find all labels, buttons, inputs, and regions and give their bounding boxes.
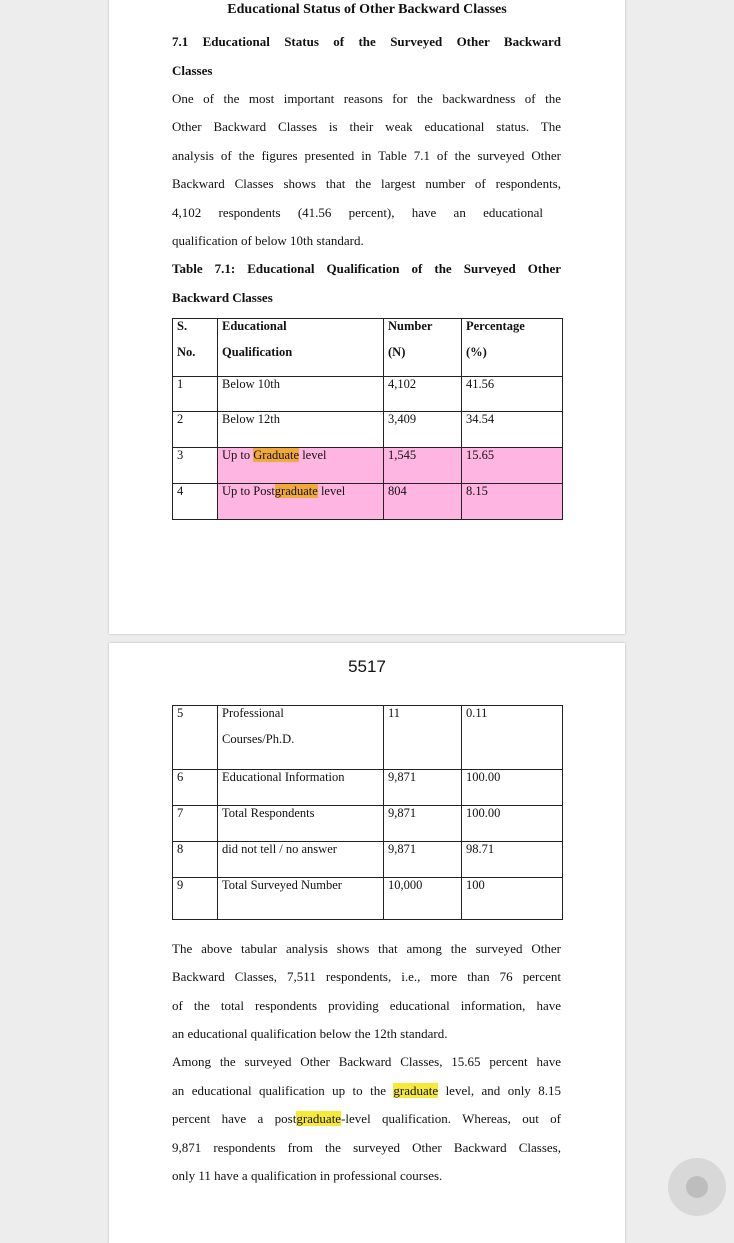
section-heading-line-2: Classes [172, 63, 213, 78]
paragraph-line: only 11 have a qualification in professional courses. [172, 1168, 443, 1183]
paragraph-line: of the total respondents providing educational information, have [172, 998, 561, 1013]
qualification-table-part-2 [172, 705, 563, 920]
highlight-mark: Graduate [253, 448, 300, 462]
paragraph-line: an educational qualification below the 12th standard. [172, 1026, 448, 1041]
header-qualification: Educational Qualification [218, 319, 384, 377]
paragraph-line: 9,871 respondents from the surveyed Other Backward Classes, [172, 1140, 561, 1155]
header-percentage: Percentage (%) [462, 319, 563, 377]
floating-action-icon[interactable] [668, 1158, 726, 1216]
header-number: Number (N) [384, 319, 462, 377]
table-row: 5 Professional Courses/Ph.D. 11 0.11 [173, 706, 563, 770]
table-header-row [173, 319, 563, 377]
highlight-mark: graduate [393, 1083, 439, 1098]
document-page-1 [109, 0, 625, 634]
paragraph-line: 4,102 respondents (41.56 percent), have an educational [172, 205, 543, 220]
paragraph-line: qualification of below 10th standard. [172, 233, 364, 248]
table-row-highlighted: 3 Up to Graduate level 1,545 15.65 [173, 448, 563, 484]
paragraph-line: The above tabular analysis shows that among the surveyed Other [172, 941, 561, 956]
paragraph-line: Among the surveyed Other Backward Classes, 15.65 percent have [172, 1054, 561, 1069]
table-row: 6 Educational Information 9,871 100.00 [173, 770, 563, 806]
chapter-title: Educational Status of Other Backward Classes [227, 2, 507, 17]
paragraph-line: analysis of the figures presented in Table 7.1 of the surveyed Other [172, 148, 561, 163]
table-caption-line-2: Backward Classes [172, 290, 273, 305]
table-row: 8 did not tell / no answer 9,871 98.71 [173, 842, 563, 878]
section-heading-text: 7.1 Educational Status of the Surveyed Other Backward [172, 34, 561, 49]
table-row: 9 Total Surveyed Number 10,000 100 [173, 878, 563, 920]
qualification-table-part-1 [172, 318, 563, 520]
highlight-mark: graduate [274, 484, 318, 498]
document-page-2 [109, 643, 625, 1243]
table-row: 1 Below 10th 4,102 41.56 [173, 377, 563, 412]
paragraph-line: One of the most important reasons for the backwardness of the [172, 91, 561, 106]
section-heading-line-1 [172, 34, 561, 50]
header-sno: S. No. [173, 319, 218, 377]
table-caption-line-1: Table 7.1: Educational Qualification of the Surveyed Other [172, 261, 561, 276]
table-row: 7 Total Respondents 9,871 100.00 [173, 806, 563, 842]
paragraph-line: an educational qualification up to the graduate level, and only 8.15 [172, 1083, 561, 1098]
table-row-highlighted: 4 Up to Postgraduate level 804 8.15 [173, 484, 563, 520]
paragraph-line: Backward Classes, 7,511 respondents, i.e., more than 76 percent [172, 969, 561, 984]
paragraph-line: Backward Classes shows that the largest number of respondents, [172, 176, 561, 191]
table-row: 2 Below 12th 3,409 34.54 [173, 412, 563, 448]
paragraph-line: percent have a postgraduate-level qualification. Whereas, out of [172, 1111, 562, 1126]
page-number: 5517 [348, 657, 386, 676]
highlight-mark: graduate [296, 1111, 342, 1126]
paragraph-line: Other Backward Classes is their weak educational status. The [172, 119, 561, 134]
